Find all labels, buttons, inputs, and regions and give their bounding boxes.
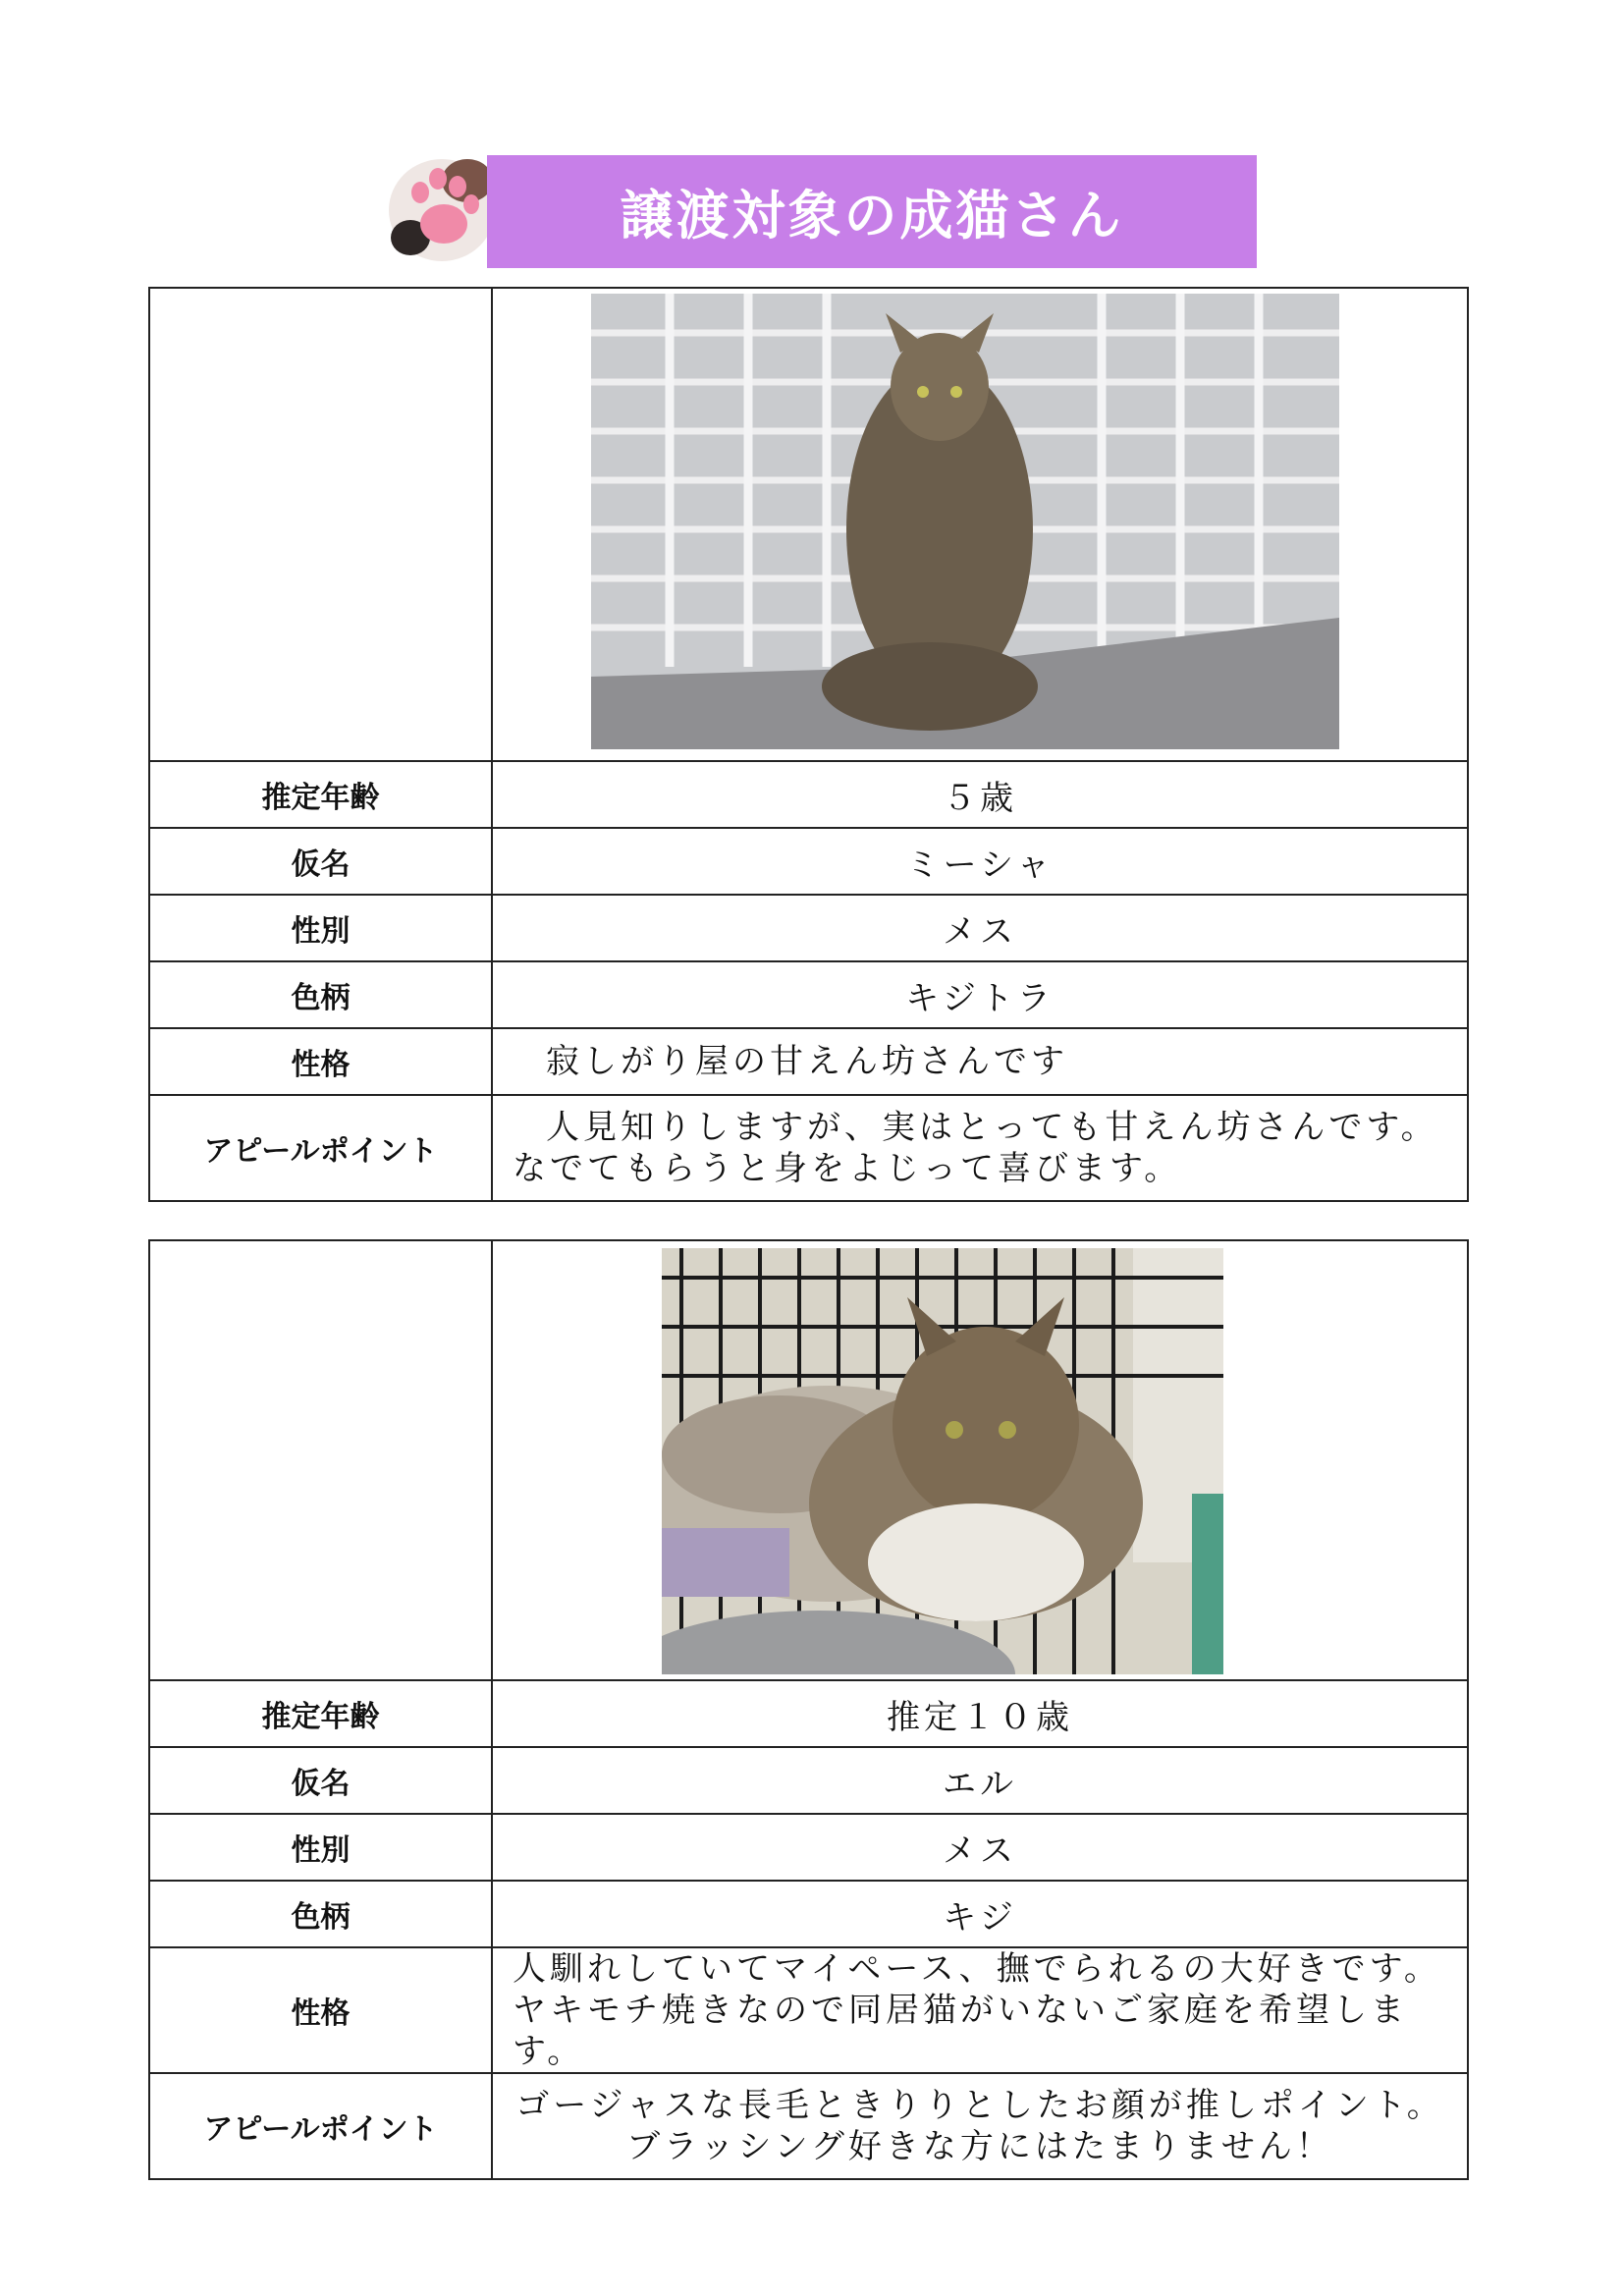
- page-header: [381, 147, 1257, 269]
- cat-photo-cell: [492, 1240, 1468, 1680]
- cat-card-1: [148, 287, 1469, 1202]
- row-value: ５歳: [492, 761, 1468, 828]
- row-label: 性格: [149, 1947, 492, 2073]
- value-line: ブラッシング好きな方にはたまりません！: [626, 2127, 1333, 2166]
- row-label: 仮名: [149, 828, 492, 895]
- value-line: ゴージャスな長毛ときりりとしたお顔が推しポイント。: [515, 2086, 1444, 2125]
- row-label: 推定年齢: [149, 1680, 492, 1747]
- value-line: ヤキモチ焼きなので同居猫がいないご家庭を希望します。: [513, 1991, 1408, 2071]
- cat-photo-1: [591, 294, 1339, 749]
- row-value: メス: [492, 1814, 1468, 1881]
- photo-label-cell: [149, 1240, 492, 1680]
- row-value: 推定１０歳: [492, 1680, 1468, 1747]
- photo-label-cell: [149, 288, 492, 761]
- page-title: 譲渡対象の成猫さん: [487, 155, 1257, 268]
- cat-card-2: [148, 1239, 1469, 2180]
- row-label: 推定年齢: [149, 761, 492, 828]
- row-label: 色柄: [149, 1881, 492, 1947]
- row-label: アピールポイント: [149, 2073, 492, 2179]
- row-value-multiline: [492, 2073, 1468, 2179]
- value-line: 人見知りしますが、実はとっても甘えん坊さんです。: [546, 1108, 1438, 1147]
- row-value-multiline: [492, 1095, 1468, 1201]
- row-value-multiline: [492, 1947, 1468, 2073]
- row-label: 性格: [149, 1028, 492, 1095]
- row-label: 仮名: [149, 1747, 492, 1814]
- row-value: エル: [492, 1747, 1468, 1814]
- cat-photo-cell: [492, 288, 1468, 761]
- value-line: 人馴れしていてマイペース、撫でられるの大好きです。: [513, 1949, 1441, 1989]
- row-value: キジトラ: [492, 961, 1468, 1028]
- row-label: 性別: [149, 895, 492, 961]
- row-value: 寂しがり屋の甘えん坊さんです: [492, 1028, 1468, 1095]
- row-label: アピールポイント: [149, 1095, 492, 1201]
- value-line: なでてもらうと身をよじって喜びます。: [513, 1149, 1182, 1188]
- row-value: メス: [492, 895, 1468, 961]
- row-value: キジ: [492, 1881, 1468, 1947]
- row-value: ミーシャ: [492, 828, 1468, 895]
- row-label: 性別: [149, 1814, 492, 1881]
- cat-photo-2: [662, 1248, 1223, 1674]
- row-label: 色柄: [149, 961, 492, 1028]
